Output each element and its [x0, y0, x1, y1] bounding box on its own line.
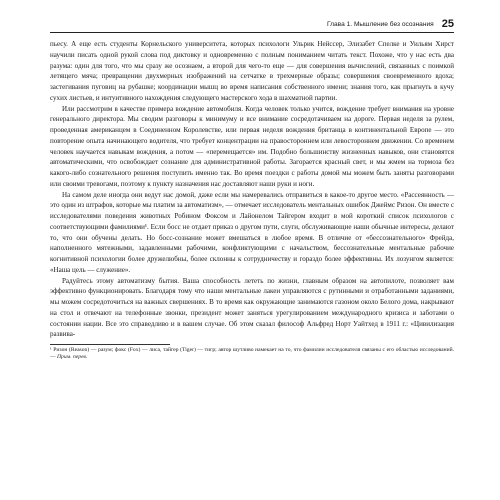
- paragraph: пьесу. А еще есть студенты Корнельского университета, которых психологи Ульрик Нейссер, Элизабет Спелке и Уильям Хирст научили писать одной рукой слова под диктовку и одновременно с полным пониманием читать текст. Похоже, что у нас есть два разума: один для того, что мы сразу же осознаем, а второй для чего-то еще — для совершения вычислений, связанных с поимкой летящего мяча; превращении двухмерных изображений на сетчатке в трехмерные образы; совершения своевременного вдоха; застегивания пуговиц на рубашке; координации мышц во время написания собственного имени; знания того, как прыгнуть в кучу сухих листьев, и интуитивного нахождения следующего мастерского хода в шахматной партии.: [50, 40, 454, 102]
- chapter-title: Глава 1. Мышление без осознания: [326, 20, 434, 28]
- paragraph: На самом деле иногда они ведут нас домой, даже если мы намеревались отправиться в какое-то другое место. «Рассеянность — это один из штрафов, которые мы платим за автоматизм», — отмечает исследователь ментальных ошибок Джеймс Ризон. Он вместе с исследователями поведения животных Робином Фоксом и Лайонелом Тайгером входит в мой короткий список психологов с соответствующими фамилиями¹. Если босс не отдает приказ о другом пути, слуги, обслуживающие наши обычные интересы, делают то, что они обучены делать. Но босс-сознание может вмешаться в любое время. В отличие от «бессознательного» Фрейда, наполненного мятежными, задавленными рабочими, конфликтующими с начальством, бессознательные ментальные рабочие когнитивной психологии более дружелюбны, более склонны к сотрудничеству и гораздо более эффективны. Их лозунгом является: «Наша цель — служение».: [50, 190, 454, 274]
- paragraph: Или рассмотрим в качестве примера вождение автомобиля. Когда человек только учится, вождение требует внимания на уровне генерального директора. Мы сводим разговоры к минимуму и все внимание сосредотачиваем на дороге. Первая неделя за рулем, проведенная американцем в Соединенном Королевстве, или первая неделя вождения британца в континентальной Европе — это повторение опыта начинающего водителя, что требует концентрации на правостороннем или левостороннем движении. Со временем человек научается навыкам вождения, а потом — «перемещается» им. Подобно большинству жизненных навыков, они становятся автоматическими, что освобождает сознание для административной работы. Загорается красный свет, и мы жмем на тормоза без какого-либо сознательного решения поступить именно так. Во время поездки с работы домой мы можем быть заняты разговорами или своими тревогами, поэтому к пункту назначения нас доставляют наши руки и ноги.: [50, 104, 454, 188]
- running-head: [50, 18, 454, 33]
- footnote-text: ¹ Ризон (Reason) — разум; фокс (Fox) — лиса, тайгер (Tiger) — тигр; автор шутливо намекает на то, что фамилии исследователя связаны с его областью исследований. —: [50, 347, 454, 361]
- footnote-divider: [50, 344, 170, 345]
- translator-note: Прим. перев.: [57, 354, 88, 361]
- page-number: 25: [441, 18, 454, 30]
- paragraph: Радуйтесь этому автоматизму бытия. Ваша способность лететь по жизни, главным образом на автопилоте, позволяет вам эффективно функционировать. Благодаря тому что наши ментальные лакеи управляются с рутинными и отработанными заданиями, мы можем сосредоточиться на важных свершениях. В то время как окружающие занимаются газоном около Белого дома, накрывают на стол и отвечают на телефонные звонки, президент может заняться урегулированием международного кризиса и заботами о состоянии нации. Все это справедливо и в вашем случае. Об этом сказал философ Альфред Норт Уайтхед в 1911 г.: «Цивилизация развива-: [50, 276, 454, 339]
- footnote: [50, 347, 454, 361]
- body-text: [50, 39, 454, 340]
